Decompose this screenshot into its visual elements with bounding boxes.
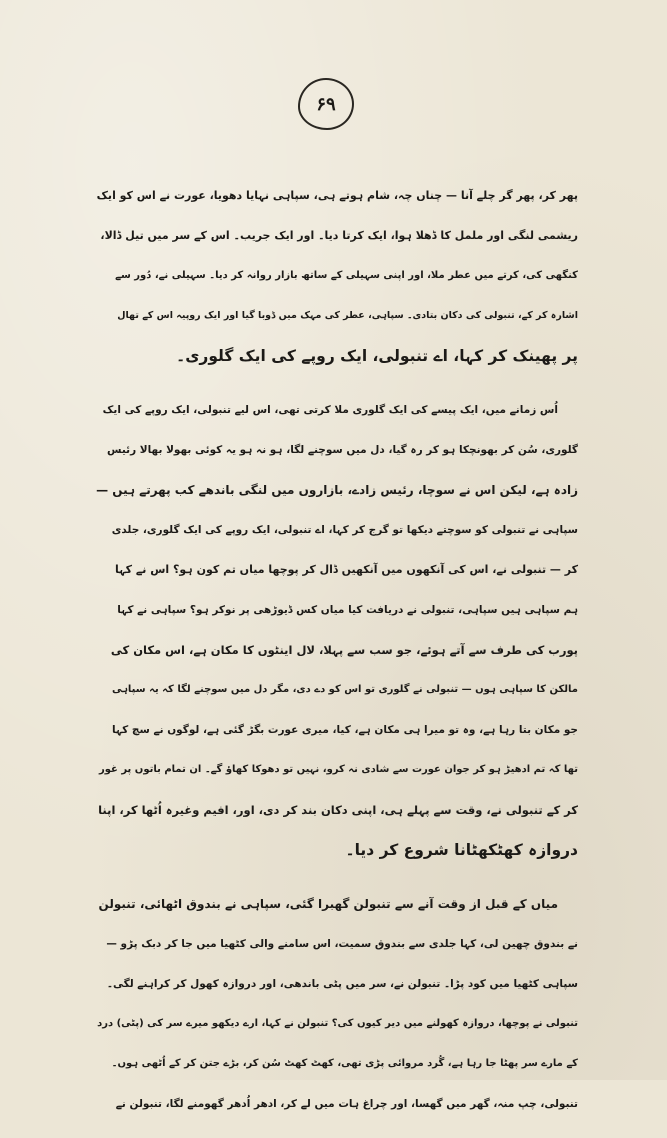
text-line: ریشمی لنگی اور ململ کا ڈھلا ہوا، ایک کرتا دیا۔ اور ایک جریب۔ اس کے سر میں تیل ڈالا، (100, 229, 578, 242)
text-line: پھر کر، پھر گر چلے آنا — چناں چہ، شام ہوتے ہی، سپاہی نہایا دھویا، عورت نے اس کو ایک (96, 189, 578, 202)
page-number-circle (298, 78, 354, 130)
text-line: دروازہ کھٹکھٹانا شروع کر دیا۔ (345, 841, 578, 859)
paragraph (96, 176, 578, 376)
text-line: تنبولی، چپ منہ، گھر میں گھسا، اور چراغ ہات میں لے کر، ادھر اُدھر گھومنے لگا، تنبولن نے (115, 1098, 578, 1110)
text-line: زادہ ہے، لیکن اس نے سوچا، رئیس زادے، بازاروں میں لنگی باندھے کب پھرتے ہیں — (96, 483, 578, 497)
text-line: تنبولی نے پوچھا، دروازہ کھولنے میں دیر کیوں کی؟ تنبولن نے کہا، ارے دیکھو میرے سر کی (پٹی) درد (97, 1018, 578, 1029)
text-line: سپاہی نے تنبولی کو سوچتے دیکھا تو گرج کر کہا، اے تنبولی، ایک روپے کی ایک گلوری، جلدی (111, 524, 578, 536)
text-line: گلوری، سُن کر بھونچکا ہو کر رہ گیا، دل میں سوچنے لگا، ہو نہ ہو یہ کوئی بھولا بھالا رئیس (107, 444, 578, 456)
paragraph (96, 390, 578, 870)
text-line: ہم سپاہی ہیں سپاہی، تنبولی نے دریافت کیا میاں کس ڈیوڑھی پر نوکر ہو؟ سپاہی نے کہا (117, 604, 578, 616)
body-text (96, 176, 578, 1138)
text-line: جو مکان بتا رہا ہے، وہ تو میرا ہی مکان ہے، کیا، میری عورت بگڑ گئی ہے، لوگوں نے سچ کہا (112, 724, 578, 736)
text-line: کر کے تنبولی نے، وقت سے پہلے ہی، اپنی دکان بند کر دی، اور، افیم وغیرہ اُٹھا کر، اپنا (98, 803, 578, 817)
text-line: پر پھینک کر کہا، اے تنبولی، ایک روپے کی ایک گلوری۔ (176, 347, 578, 365)
text-line: اشارہ کر کے، تنبولی کی دکان بتادی۔ سپاہی، عطر کی مہک میں ڈوبا گیا اور ایک روپیہ اس کے تھال (117, 310, 578, 321)
text-line: مالکن کا سپاہی ہوں — تنبولی نے گلوری تو اس کو دے دی، مگر دل میں سوچنے لگا کہ یہ سپاہی (111, 684, 578, 695)
text-line: اُس زمانے میں، ایک پیسے کی ایک گلوری ملا کرتی تھی، اس لیے تنبولی، ایک روپے کی ایک (102, 404, 558, 416)
text-line: کنگھی کی، کرتے میں عطر ملا، اور اپنی سہیلی کے ساتھ بازار روانہ کر دیا۔ سہیلی نے، دُور سے (115, 270, 578, 281)
page-number: ۶۹ (316, 93, 336, 115)
text-line: نے بندوق چھین لی، کہا جلدی سے بندوق سمیت، اس سامنے والی کٹھیا میں جا کر دبک پڑو — (106, 938, 578, 950)
text-line: تھا کہ تم ادھیڑ ہو کر جوان عورت سے شادی نہ کرو، نہیں تو دھوکا کھاؤ گے۔ ان تمام باتوں پر غور (99, 764, 578, 775)
text-line: سپاہی کٹھیا میں کود پڑا۔ تنبولن نے، سر میں پٹی باندھی، اور دروازہ کھول کر کراہنے لگی۔ (106, 978, 578, 990)
paragraph (96, 884, 578, 1124)
text-line: پورب کی طرف سے آتے ہوئے، جو سب سے پہلا، لال اینٹوں کا مکان ہے، اس مکان کی (110, 643, 578, 657)
text-line: کے مارے سر پھٹا جا رہا ہے، گُرد مروائی پڑی تھی، کھٹ کھٹ سُن کر، بڑے جتن کر کے اُٹھی ہوں۔ (111, 1058, 578, 1069)
text-line: کر — تنبولی نے، اس کی آنکھوں میں آنکھیں ڈال کر پوچھا میاں تم کون ہو؟ اس نے کہا (115, 563, 578, 576)
text-line: میاں کے قبل از وقت آنے سے تنبولن گھبرا گئی، سپاہی نے بندوق اٹھائی، تنبولن (98, 897, 558, 911)
